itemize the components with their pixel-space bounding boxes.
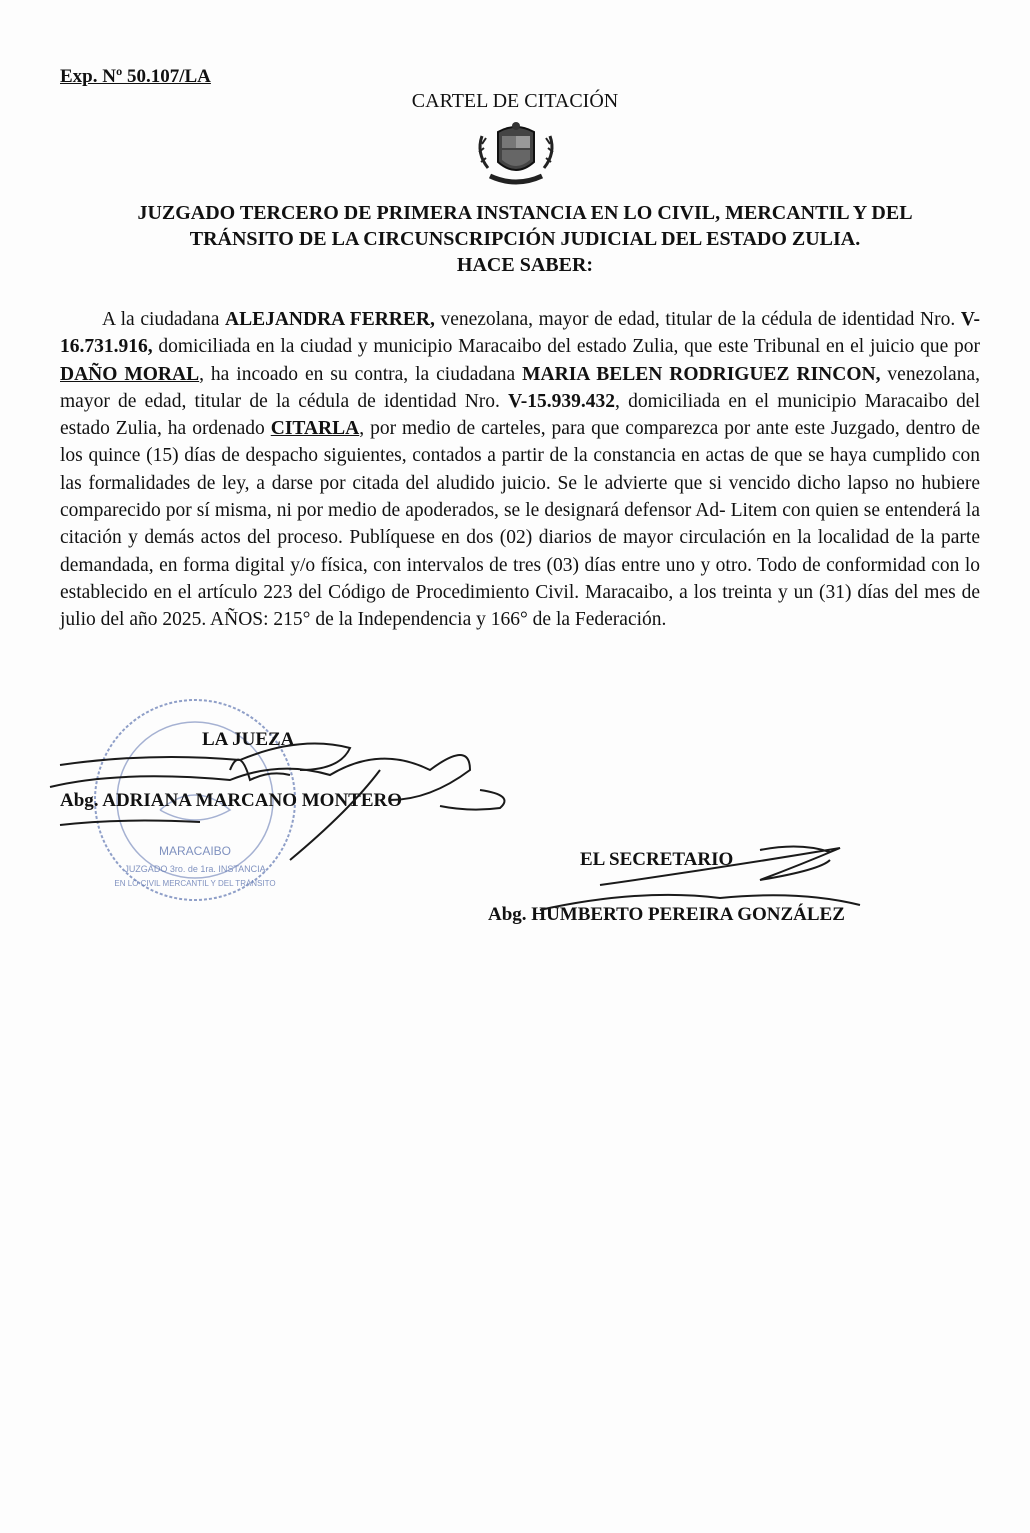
court-line-1: JUZGADO TERCERO DE PRIMERA INSTANCIA EN LO CIVIL, MERCANTIL Y DEL (137, 202, 913, 224)
stamp-line-3: EN LO CIVIL MERCANTIL Y DEL TRÁNSITO (114, 879, 276, 888)
text-segment: , domiciliada en el municipio Maracaibo del estado Zulia, ha ordenado (60, 390, 980, 440)
plaintiff-id: V-15.939.432 (508, 390, 616, 412)
judge-name: Abg. ADRIANA MARCANO MONTERO (60, 790, 403, 811)
stamp-line-1: MARACAIBO (158, 844, 232, 858)
defendant-name: ALEJANDRA FERRER, (224, 309, 435, 330)
stamp-line-2: JUZGADO 3ro. de 1ra. INSTANCIA (124, 864, 266, 874)
court-line-2: TRÁNSITO DE LA CIRCUNSCRIPCIÓN JUDICIAL DEL ESTADO ZULIA. (189, 228, 861, 250)
citation-paragraph (60, 306, 980, 634)
court-heading (60, 200, 990, 278)
coat-of-arms-icon (468, 118, 564, 192)
judge-title: LA JUEZA (202, 729, 295, 750)
defendant-id: V- 16.731.916, (60, 309, 980, 358)
text-segment: , por medio de carteles, para que comparezca por ante este Juzgado, dentro de los quince (15) días de despacho siguientes, contados a partir de la constancia en actas de que se haya cumplido con las formalidades de ley, a darse por citada del aludido juicio. Se le advierte que si vencido dicho lapso no hubiere comparecido por sí misma, ni por medio de apoderados, se le designará defensor Ad- Litem con quien se entenderá la citación y demás actos del proceso. Publíquese en dos (02) diarios de mayor circulación en la localidad de la parte demandada, en forma digital y/o física, con intervalos de tres (03) días entre uno y otro. Todo de conformidad con lo establecido en el artículo 223 del Código de Procedimiento Civil. Maracaibo, a los treinta y un (31) días del mes de julio del año 2025. AÑOS: 215° de la Independencia y 166° de la Federación. (60, 418, 980, 631)
document-title: CARTEL DE CITACIÓN (411, 90, 619, 112)
case-type: DAÑO MORAL (60, 363, 200, 385)
secretary-name: Abg. HUMBERTO PEREIRA GONZÁLEZ (488, 904, 845, 925)
text-segment: venezolana, mayor de edad, titular de la cédula de identidad Nro. (60, 363, 980, 412)
citation-body (60, 306, 980, 634)
text-segment: , ha incoado en su contra, la ciudadana (199, 363, 523, 385)
order-word: CITARLA (270, 418, 360, 440)
secretary-title: EL SECRETARIO (580, 849, 734, 870)
court-line-3: HACE SABER: (456, 254, 594, 276)
expediente-number: Exp. Nº 50.107/LA (60, 66, 211, 87)
text-segment: domiciliada en la ciudad y municipio Maracaibo del estado Zulia, que este Tribunal en el juicio que por (152, 336, 980, 358)
text-segment: venezolana, mayor de edad, titular de la cédula de identidad Nro. (434, 309, 961, 330)
text-segment: A la ciudadana (102, 309, 225, 330)
plaintiff-name: MARIA BELEN RODRIGUEZ RINCON, (522, 363, 881, 385)
